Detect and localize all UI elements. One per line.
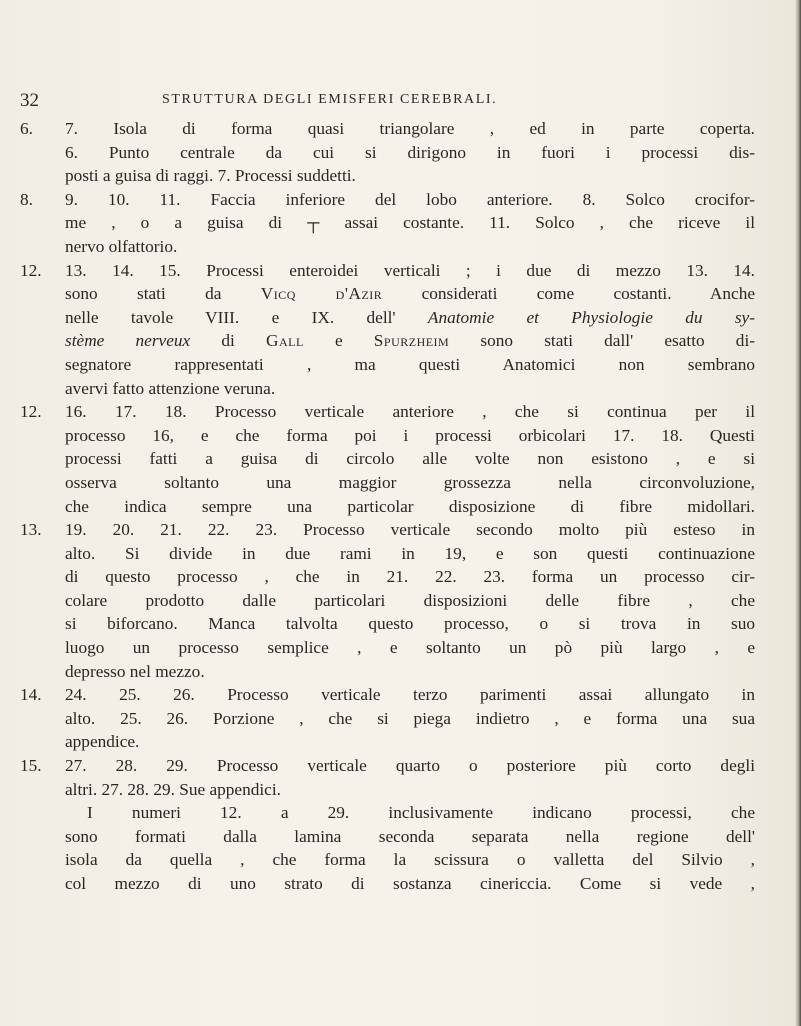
text-segment: e: [303, 331, 374, 351]
text-line: processi fatti a guisa di circolo alle volte non esistono , e si: [65, 449, 755, 469]
text-line: osserva soltanto una maggior grossezza nella circonvoluzione,: [65, 472, 755, 492]
text-line: [65, 353, 755, 377]
text-line: luogo un processo semplice , e soltanto un pò più largo , e: [65, 638, 755, 658]
text-line: 19. 20. 21. 22. 23. Processo verticale secondo molto più esteso in: [65, 520, 755, 540]
entry-number: 12.: [20, 402, 42, 422]
small-caps-name: Spurzheim: [373, 331, 450, 351]
text-line: processo 16, e che forma poi i processi orbicolari 17. 18. Questi: [65, 425, 755, 445]
page-edge-shadow: [795, 0, 801, 1026]
entry-number: 6.: [20, 119, 33, 138]
text-line: appendice.: [65, 732, 140, 752]
text-segment: considerati come costanti. Anche: [382, 284, 756, 304]
text-line: isola da quella , che forma la scissura o valletta del Silvio ,: [65, 850, 755, 870]
page-header: [20, 90, 760, 114]
text-line: [65, 306, 755, 330]
text-segment: nelle tavole VIII. e IX. dell': [65, 307, 428, 327]
text-line: 27. 28. 29. Processo verticale quarto o posteriore più corto degli: [65, 756, 755, 776]
entry-number: 13.: [20, 520, 42, 540]
legend-entry: [20, 754, 755, 801]
legend-entry: [20, 400, 755, 518]
text-line: I numeri 12. a 29. inclusivamente indicano processi, che: [87, 803, 755, 823]
entry-number: 15.: [20, 756, 42, 776]
text-line: [65, 282, 755, 306]
text-line: di questo processo , che in 21. 22. 23. forma un processo cir-: [65, 567, 755, 587]
legend-entry: [20, 683, 755, 754]
text-line: che indica sempre una particolar disposizione di fibre midollari.: [65, 496, 755, 516]
small-caps-name: Vicq d'Azir: [260, 284, 383, 304]
text-segment: segnatore rappresentati , ma questi Anatomici non sembrano: [65, 354, 755, 374]
text-line: 7. Isola di forma quasi triangolare , ed in parte coperta.: [65, 119, 755, 138]
text-line: 6. Punto centrale da cui si dirigono in fuori i processi dis-: [65, 142, 755, 162]
text-segment: avervi fatto attenzione veruna.: [65, 378, 276, 398]
text-segment: 13. 14. 15. Processi enteroidei verticali ; i due di mezzo 13. 14.: [65, 260, 755, 280]
page-number: 32: [20, 90, 39, 111]
entry-number: 12.: [20, 260, 42, 280]
legend-text: [20, 117, 755, 896]
legend-entry: [20, 518, 755, 683]
text-segment: di: [190, 331, 266, 351]
entry-number: 8.: [20, 189, 33, 209]
text-line: depresso nel mezzo.: [65, 661, 205, 681]
text-line: col mezzo di uno strato di sostanza cinericcia. Come si vede ,: [65, 874, 755, 893]
legend-entry: [20, 259, 755, 401]
legend-entry: [20, 188, 755, 259]
text-segment: sono stati dall' esatto di-: [449, 331, 756, 351]
text-line: posti a guisa di raggi. 7. Processi suddetti.: [65, 166, 356, 186]
text-line: me , o a guisa di ┬ assai costante. 11. Solco , che riceve il: [65, 213, 755, 233]
text-line: altri. 27. 28. 29. Sue appendici.: [65, 779, 281, 799]
text-line: 9. 10. 11. Faccia inferiore del lobo anteriore. 8. Solco crocifor-: [65, 189, 755, 209]
text-line: 24. 25. 26. Processo verticale terzo parimenti assai allungato in: [65, 685, 755, 705]
text-line: alto. Si divide in due rami in 19, e son questi continuazione: [65, 543, 755, 563]
text-line: 16. 17. 18. Processo verticale anteriore , che si continua per il: [65, 402, 755, 422]
text-line: alto. 25. 26. Porzione , che si piega indietro , e forma una sua: [65, 708, 755, 728]
text-line: [65, 259, 755, 283]
small-caps-name: Gall: [265, 331, 304, 351]
text-line: sono formati dalla lamina seconda separata nella regione dell': [65, 826, 755, 846]
text-line: [65, 377, 755, 401]
text-line: nervo olfattorio.: [65, 236, 178, 256]
italic-title: stème nerveux: [65, 331, 191, 351]
running-head: STRUTTURA DEGLI EMISFERI CEREBRALI.: [162, 92, 498, 107]
text-line: colare prodotto dalle particolari disposizioni delle fibre , che: [65, 590, 755, 610]
closing-paragraph: [20, 801, 755, 895]
entry-number: 14.: [20, 685, 42, 705]
text-line: si biforcano. Manca talvolta questo processo, o si trova in suo: [65, 614, 755, 634]
text-segment: sono stati da: [65, 284, 261, 304]
legend-entry: [20, 117, 755, 188]
italic-title: Anatomie et Physiologie du sy-: [427, 307, 755, 327]
text-line: [65, 329, 755, 353]
